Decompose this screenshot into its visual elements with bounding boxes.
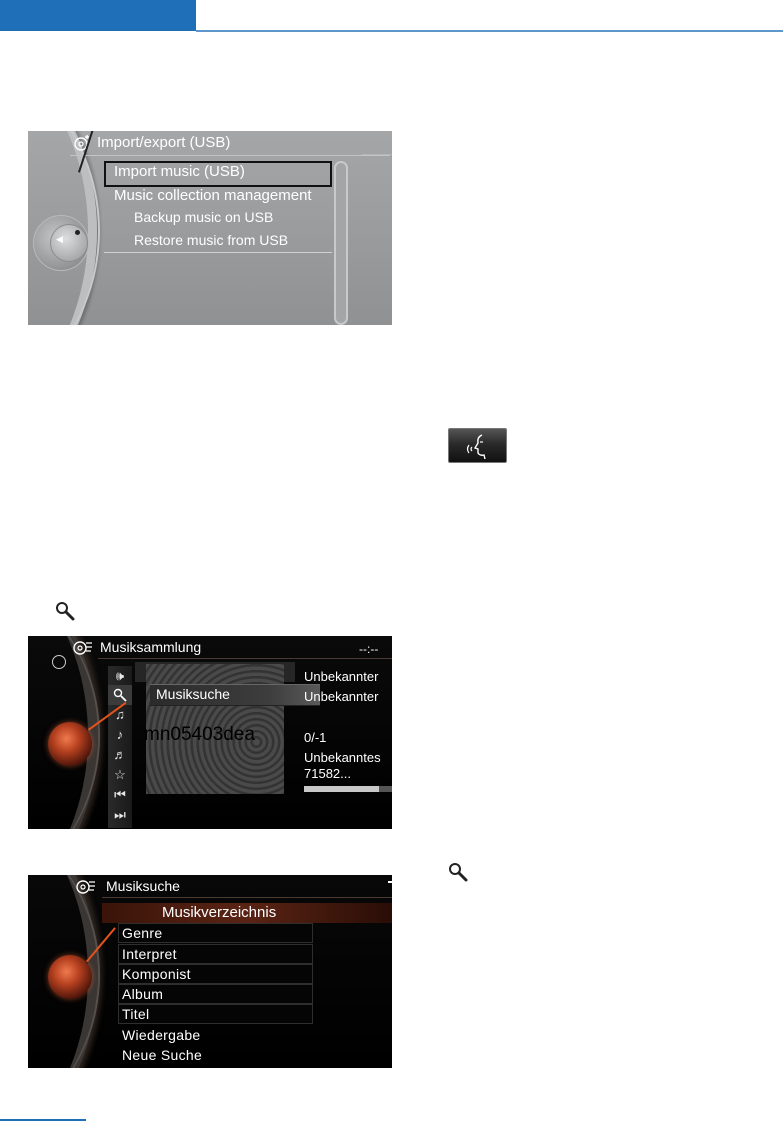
title-divider bbox=[102, 897, 392, 898]
menu-item-genre[interactable]: Genre bbox=[122, 925, 163, 941]
speaker-icon[interactable]: 🕪 bbox=[115, 668, 125, 683]
left-arrow-icon: ◀ bbox=[56, 234, 63, 244]
menu-item-collection-management[interactable]: Music collection management bbox=[114, 187, 312, 204]
track-count: 0/-1 bbox=[304, 730, 327, 745]
music-collection-screenshot bbox=[28, 636, 392, 829]
title-label: Unbekanntes bbox=[304, 750, 381, 765]
screen-title: Musiksuche bbox=[106, 878, 180, 894]
screen-title: Import/export (USB) bbox=[97, 134, 231, 151]
artist-label: Unbekannter bbox=[304, 669, 379, 684]
track-id: 71582... bbox=[304, 766, 351, 781]
controller-knob[interactable] bbox=[48, 722, 92, 766]
header-rule bbox=[196, 30, 783, 32]
voice-icon bbox=[449, 429, 506, 462]
popup-label: Musiksuche bbox=[156, 686, 230, 702]
controller-knob[interactable] bbox=[48, 955, 92, 999]
star-icon[interactable]: ☆ bbox=[114, 767, 126, 782]
title-divider bbox=[70, 155, 390, 156]
skip-back-icon[interactable]: ⏮ bbox=[114, 787, 126, 802]
screen-title: Musiksammlung bbox=[100, 639, 202, 655]
music-note-icon[interactable]: ♪ bbox=[116, 727, 124, 742]
voice-command-button[interactable] bbox=[448, 428, 507, 463]
menu-item-komponist[interactable]: Komponist bbox=[122, 966, 191, 982]
title-divider-right bbox=[362, 154, 392, 155]
music-settings-icon bbox=[73, 639, 93, 657]
image-watermark: mn05403dea bbox=[144, 724, 255, 745]
music-settings-icon bbox=[76, 878, 96, 896]
small-settings-icon bbox=[52, 655, 66, 669]
menu-item-album[interactable]: Album bbox=[122, 986, 164, 1002]
pointer-dot bbox=[75, 230, 80, 235]
scrollbar bbox=[334, 161, 348, 325]
status-dash bbox=[388, 881, 392, 883]
footer-rule bbox=[0, 1119, 86, 1121]
progress-fill bbox=[304, 786, 379, 792]
skip-forward-icon[interactable]: ⏭ bbox=[114, 807, 126, 822]
menu-item-wiedergabe[interactable]: Wiedergabe bbox=[122, 1027, 201, 1043]
directory-header: Musikverzeichnis bbox=[162, 904, 277, 921]
menu-item-interpret[interactable]: Interpret bbox=[122, 946, 177, 962]
menu-item-restore-music[interactable]: Restore music from USB bbox=[134, 232, 289, 248]
header-tab bbox=[0, 0, 196, 31]
search-icon[interactable] bbox=[108, 685, 132, 705]
search-icon bbox=[447, 861, 469, 883]
album-label: Unbekannter bbox=[304, 689, 379, 704]
import-export-screenshot bbox=[28, 131, 392, 325]
menu-item-import-music[interactable]: Import music (USB) bbox=[114, 163, 245, 180]
menu-item-neue-suche[interactable]: Neue Suche bbox=[122, 1047, 203, 1063]
time-display: --:-- bbox=[359, 642, 379, 656]
menu-item-backup-music[interactable]: Backup music on USB bbox=[134, 209, 274, 225]
music-list-icon[interactable]: ♫ bbox=[115, 707, 125, 722]
search-icon bbox=[54, 600, 76, 622]
title-divider bbox=[98, 658, 392, 659]
menu-item-titel[interactable]: Titel bbox=[122, 1006, 150, 1022]
music-search-screenshot bbox=[28, 875, 392, 1068]
music-icon[interactable]: ♬ bbox=[113, 747, 127, 762]
list-divider bbox=[104, 252, 332, 253]
